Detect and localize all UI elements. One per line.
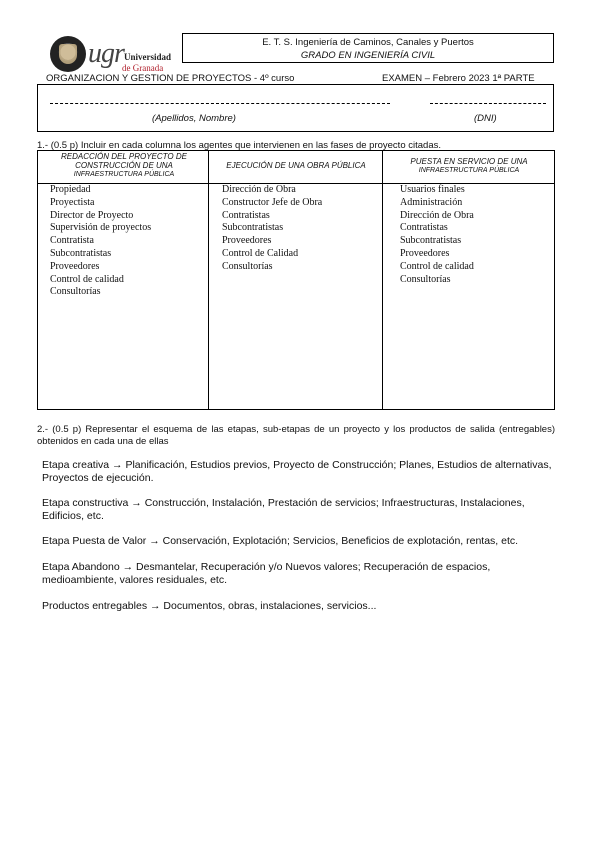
column-divider xyxy=(382,151,383,409)
list-item: Control de calidad xyxy=(50,273,124,285)
column-header-puesta-en-servicio: PUESTA EN SERVICIO DE UNA INFRAESTRUCTURA PÚBLICA xyxy=(410,157,528,174)
list-item: Director de Proyecto xyxy=(50,209,134,221)
list-item: Subcontratistas xyxy=(222,222,284,234)
list-item: Proveedores xyxy=(222,235,272,247)
list-item: Consultorías xyxy=(400,273,451,285)
column-puesta-en-servicio-items xyxy=(400,184,474,286)
column-redaccion-items xyxy=(50,184,151,299)
school-name: E. T. S. Ingeniería de Caminos, Canales y Puertos xyxy=(262,37,474,48)
list-item: Proveedores xyxy=(50,260,100,272)
question1-prompt: 1.- (0.5 p) Incluir en cada columna los agentes que intervienen en las fases de proyecto citadas. xyxy=(37,140,441,151)
list-item: Subcontratistas xyxy=(400,235,462,247)
name-entry-line[interactable] xyxy=(50,103,390,104)
list-item: Constructor Jefe de Obra xyxy=(222,196,323,208)
exam-title: EXAMEN – Febrero 2023 1ª PARTE xyxy=(382,73,535,84)
column-header-ejecucion: EJECUCIÓN DE UNA OBRA PÚBLICA xyxy=(226,161,366,170)
list-item: Contratistas xyxy=(222,209,270,221)
answer-etapa-abandono: Etapa Abandono → Desmantelar, Recuperación y/o Nuevos valores; Recuperación de espacios, medioambiente, valores residuales, etc. xyxy=(42,561,491,587)
dni-label: (DNI) xyxy=(474,113,497,124)
logo-ugr-text: ugr xyxy=(88,38,124,69)
list-item: Proyectista xyxy=(50,196,95,208)
dni-entry-line[interactable] xyxy=(430,103,546,104)
logo-university-line1: Universidad xyxy=(124,52,172,62)
question2-prompt: 2.- (0.5 p) Representar el esquema de las etapas, sub-etapas de un proyecto y los productos de salida (entregables) obtenidos en cada una de ellas xyxy=(37,424,555,447)
course-title: ORGANIZACION Y GESTION DE PROYECTOS - 4º curso xyxy=(46,73,295,84)
degree-name: GRADO EN INGENIERÍA CIVIL xyxy=(300,50,436,61)
logo-university-line2: de Granada xyxy=(122,63,164,73)
answer-etapa-constructiva: Etapa constructiva → Construcción, Instalación, Prestación de servicios; Infraestructuras, Instalaciones, Edificios, etc. xyxy=(42,497,525,523)
answer-productos-entregables: Productos entregables → Documentos, obras, instalaciones, servicios... xyxy=(42,600,377,612)
list-item: Control de Calidad xyxy=(222,247,299,259)
column-ejecucion-items xyxy=(222,184,322,274)
list-item: Supervisión de proyectos xyxy=(50,222,152,234)
agents-table xyxy=(37,150,555,410)
student-id-box xyxy=(37,84,554,132)
list-item: Dirección de Obra xyxy=(222,184,296,195)
list-item: Dirección de Obra xyxy=(400,209,474,221)
list-item: Administración xyxy=(400,196,463,208)
list-item: Proveedores xyxy=(400,247,450,259)
name-label: (Apellidos, Nombre) xyxy=(152,113,236,124)
university-seal-icon xyxy=(50,36,86,72)
list-item: Subcontratistas xyxy=(50,247,112,259)
list-item: Contratistas xyxy=(400,222,448,234)
list-item: Contratista xyxy=(50,235,94,247)
list-item: Propiedad xyxy=(50,184,91,195)
answer-etapa-puesta-de-valor: Etapa Puesta de Valor → Conservación, Explotación; Servicios, Beneficios de explotación, rentas, etc. xyxy=(42,535,519,547)
university-logo xyxy=(50,36,180,72)
list-item: Consultorías xyxy=(50,286,101,298)
list-item: Consultorías xyxy=(222,260,273,272)
column-divider xyxy=(208,151,209,409)
answer-etapa-creativa: Etapa creativa → Planificación, Estudios previos, Proyecto de Construcción; Planes, Estudios de alternativas, Proyectos de ejecución. xyxy=(42,459,552,485)
list-item: Control de calidad xyxy=(400,260,474,272)
school-header-box xyxy=(182,33,554,63)
column-header-redaccion: REDACCIÓN DEL PROYECTO DE CONSTRUCCIÓN DE UNA INFRAESTRUCTURA PÚBLICA xyxy=(61,152,187,178)
list-item: Usuarios finales xyxy=(400,184,465,195)
